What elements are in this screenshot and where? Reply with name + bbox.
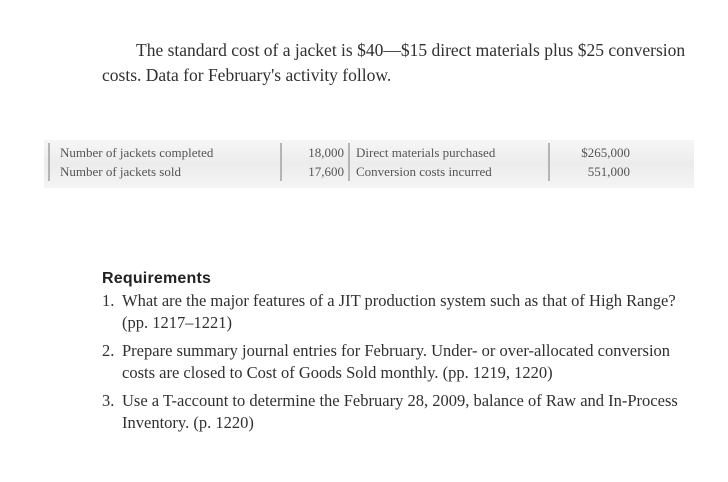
- table-cell-label: Number of jackets sold: [49, 162, 281, 181]
- list-item-text: What are the major features of a JIT production system such as that of High Range? (pp. 1217–1221): [122, 291, 676, 332]
- list-item-number: 3.: [102, 391, 115, 410]
- table-row: [49, 162, 636, 181]
- table-cell-label: Conversion costs incurred: [349, 162, 549, 181]
- table-cell-value: 551,000: [549, 162, 636, 181]
- list-item: [102, 340, 692, 384]
- requirements-section: [102, 270, 692, 440]
- table-cell-label: Direct materials purchased: [349, 143, 549, 162]
- list-item-text: Prepare summary journal entries for February. Under- or over-allocated conversion costs are closed to Cost of Goods Sold monthly. (pp. 1219, 1220): [122, 341, 671, 382]
- table-cell-label: Number of jackets completed: [49, 143, 281, 162]
- list-item: [102, 290, 692, 334]
- requirements-list: [102, 290, 692, 434]
- intro-paragraph: The standard cost of a jacket is $40—$15 direct materials plus $25 conversion costs. Data for February's activity follow.: [102, 40, 686, 85]
- list-item-number: 2.: [102, 341, 115, 360]
- list-item: [102, 390, 692, 434]
- requirements-heading: Requirements: [102, 270, 212, 287]
- table-cell-value: 17,600: [281, 162, 349, 181]
- list-item-number: 1.: [102, 291, 115, 310]
- table-cell-value: $265,000: [549, 143, 636, 162]
- table-cell-value: 18,000: [281, 143, 349, 162]
- list-item-text: Use a T-account to determine the February 28, 2009, balance of Raw and In-Process Inventory. (p. 1220): [122, 391, 678, 432]
- table-row: [49, 143, 636, 162]
- activity-data-table: [48, 143, 636, 181]
